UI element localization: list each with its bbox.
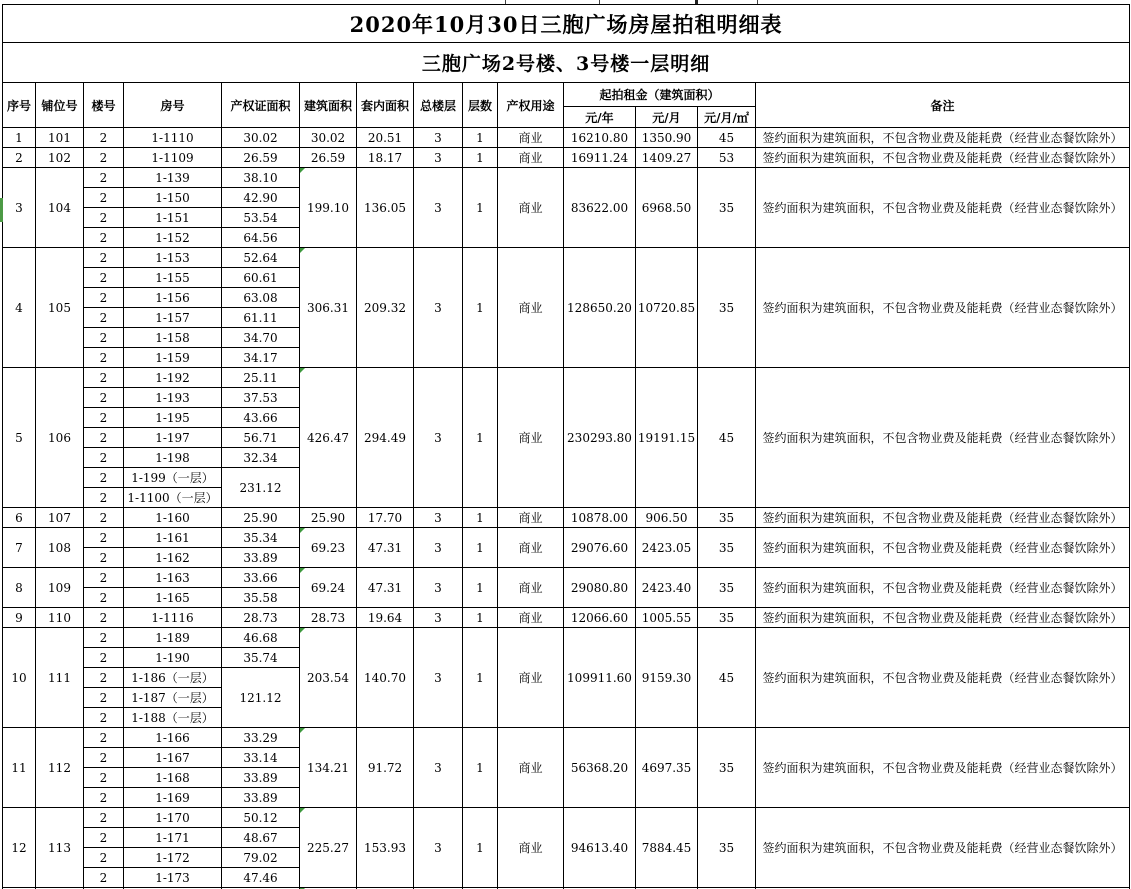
total-floors-cell[interactable]: 3 <box>414 728 463 808</box>
usage-cell[interactable]: 商业 <box>498 628 564 728</box>
room-number-cell[interactable]: 1-169 <box>124 788 222 808</box>
floors-cell[interactable]: 1 <box>463 508 498 528</box>
inner-area-cell[interactable]: 209.32 <box>357 248 414 368</box>
cert-area-cell[interactable]: 33.14 <box>222 748 300 768</box>
building-number-cell[interactable]: 2 <box>84 348 124 368</box>
remark-cell[interactable]: 签约面积为建筑面积，不包含物业费及能耗费（经营业态餐饮除外） <box>756 568 1130 608</box>
rent-per-month-sqm-cell[interactable]: 45 <box>698 368 756 508</box>
remark-cell[interactable]: 签约面积为建筑面积，不包含物业费及能耗费（经营业态餐饮除外） <box>756 148 1130 168</box>
usage-cell[interactable]: 商业 <box>498 728 564 808</box>
seq-cell[interactable]: 1 <box>3 128 36 148</box>
col-header-shop[interactable]: 铺位号 <box>36 83 84 128</box>
table-row <box>3 368 1130 388</box>
rent-per-month-sqm-cell[interactable]: 35 <box>698 568 756 608</box>
usage-cell[interactable]: 商业 <box>498 368 564 508</box>
row-selection-mark <box>0 198 3 222</box>
seq-cell[interactable]: 6 <box>3 508 36 528</box>
remark-cell[interactable]: 签约面积为建筑面积，不包含物业费及能耗费（经营业态餐饮除外） <box>756 528 1130 568</box>
floors-cell[interactable]: 1 <box>463 168 498 248</box>
rent-per-month-cell[interactable]: 1350.90 <box>636 128 698 148</box>
cert-area-cell[interactable]: 56.71 <box>222 428 300 448</box>
building-number-cell[interactable]: 2 <box>84 308 124 328</box>
shop-number-cell[interactable]: 113 <box>36 808 84 888</box>
table-row <box>3 728 1130 748</box>
rent-per-month-sqm-cell[interactable]: 35 <box>698 168 756 248</box>
rent-per-year-cell[interactable]: 94613.40 <box>564 808 636 888</box>
building-number-cell[interactable]: 2 <box>84 248 124 268</box>
room-number-cell[interactable]: 1-187（一层） <box>124 688 222 708</box>
floors-cell[interactable]: 1 <box>463 808 498 888</box>
col-header-rent-month[interactable]: 元/月 <box>636 107 698 128</box>
build-area-cell[interactable]: 203.54 <box>300 628 357 728</box>
shop-number-cell[interactable]: 110 <box>36 608 84 628</box>
building-number-cell[interactable]: 2 <box>84 468 124 488</box>
room-number-cell[interactable]: 1-192 <box>124 368 222 388</box>
rent-per-month-sqm-cell[interactable]: 53 <box>698 148 756 168</box>
usage-cell[interactable]: 商业 <box>498 568 564 608</box>
seq-cell[interactable]: 3 <box>3 168 36 248</box>
shop-number-cell[interactable]: 102 <box>36 148 84 168</box>
build-area-cell[interactable]: 199.10 <box>300 168 357 248</box>
remark-cell[interactable]: 签约面积为建筑面积，不包含物业费及能耗费（经营业态餐饮除外） <box>756 248 1130 368</box>
cert-area-cell[interactable]: 60.61 <box>222 268 300 288</box>
shop-number-cell[interactable]: 107 <box>36 508 84 528</box>
cert-area-cell[interactable]: 42.90 <box>222 188 300 208</box>
remark-cell[interactable]: 签约面积为建筑面积，不包含物业费及能耗费（经营业态餐饮除外） <box>756 368 1130 508</box>
cert-area-cell[interactable]: 35.34 <box>222 528 300 548</box>
cert-area-cell[interactable]: 33.89 <box>222 768 300 788</box>
rent-per-month-sqm-cell[interactable]: 35 <box>698 728 756 808</box>
room-number-cell[interactable]: 1-195 <box>124 408 222 428</box>
total-floors-cell[interactable]: 3 <box>414 608 463 628</box>
col-header-remark[interactable]: 备注 <box>756 83 1130 128</box>
remark-cell[interactable]: 签约面积为建筑面积，不包含物业费及能耗费（经营业态餐饮除外） <box>756 628 1130 728</box>
building-number-cell[interactable]: 2 <box>84 688 124 708</box>
room-number-cell[interactable]: 1-171 <box>124 828 222 848</box>
room-number-cell[interactable]: 1-156 <box>124 288 222 308</box>
room-number-cell[interactable]: 1-1109 <box>124 148 222 168</box>
col-header-build-area[interactable]: 建筑面积 <box>300 83 357 128</box>
total-floors-cell[interactable]: 3 <box>414 128 463 148</box>
floors-cell[interactable]: 1 <box>463 628 498 728</box>
cert-area-cell[interactable]: 52.64 <box>222 248 300 268</box>
rent-per-month-cell[interactable]: 7884.45 <box>636 808 698 888</box>
rent-per-month-sqm-cell[interactable]: 35 <box>698 608 756 628</box>
table-row <box>3 568 1130 588</box>
room-number-cell[interactable]: 1-159 <box>124 348 222 368</box>
floors-cell[interactable]: 1 <box>463 148 498 168</box>
room-number-cell[interactable]: 1-152 <box>124 228 222 248</box>
col-header-total-floors[interactable]: 总楼层 <box>414 83 463 128</box>
cert-area-cell[interactable]: 25.11 <box>222 368 300 388</box>
rent-per-month-cell[interactable]: 1005.55 <box>636 608 698 628</box>
total-floors-cell[interactable]: 3 <box>414 568 463 608</box>
floors-cell[interactable]: 1 <box>463 608 498 628</box>
cert-area-cell[interactable]: 61.11 <box>222 308 300 328</box>
seq-cell[interactable]: 11 <box>3 728 36 808</box>
subtitle-row <box>3 43 1130 83</box>
seq-cell[interactable]: 4 <box>3 248 36 368</box>
building-number-cell[interactable]: 2 <box>84 168 124 188</box>
rent-per-year-cell[interactable]: 230293.80 <box>564 368 636 508</box>
total-floors-cell[interactable]: 3 <box>414 508 463 528</box>
room-number-cell[interactable]: 1-198 <box>124 448 222 468</box>
cert-area-cell[interactable]: 35.58 <box>222 588 300 608</box>
inner-area-cell[interactable]: 20.51 <box>357 128 414 148</box>
cert-area-cell[interactable]: 34.70 <box>222 328 300 348</box>
cert-area-cell[interactable]: 121.12 <box>222 668 300 728</box>
room-number-cell[interactable]: 1-189 <box>124 628 222 648</box>
room-number-cell[interactable]: 1-1110 <box>124 128 222 148</box>
room-number-cell[interactable]: 1-151 <box>124 208 222 228</box>
seq-cell[interactable]: 10 <box>3 628 36 728</box>
cert-area-cell[interactable]: 25.90 <box>222 508 300 528</box>
building-number-cell[interactable]: 2 <box>84 848 124 868</box>
col-header-seq[interactable]: 序号 <box>3 83 36 128</box>
cert-area-cell[interactable]: 30.02 <box>222 128 300 148</box>
floors-cell[interactable]: 1 <box>463 368 498 508</box>
table-row <box>3 628 1130 648</box>
building-number-cell[interactable]: 2 <box>84 628 124 648</box>
building-number-cell[interactable]: 2 <box>84 728 124 748</box>
remark-cell[interactable]: 签约面积为建筑面积，不包含物业费及能耗费（经营业态餐饮除外） <box>756 168 1130 248</box>
build-area-cell[interactable]: 134.21 <box>300 728 357 808</box>
cert-area-cell[interactable]: 33.89 <box>222 548 300 568</box>
rent-per-month-cell[interactable]: 2423.05 <box>636 528 698 568</box>
build-area-cell[interactable]: 30.02 <box>300 128 357 148</box>
room-number-cell[interactable]: 1-186（一层） <box>124 668 222 688</box>
cert-area-cell[interactable]: 26.59 <box>222 148 300 168</box>
inner-area-cell[interactable]: 153.93 <box>357 808 414 888</box>
cert-area-cell[interactable]: 231.12 <box>222 468 300 508</box>
total-floors-cell[interactable]: 3 <box>414 368 463 508</box>
floors-cell[interactable]: 1 <box>463 528 498 568</box>
room-number-cell[interactable]: 1-188（一层） <box>124 708 222 728</box>
usage-cell[interactable]: 商业 <box>498 128 564 148</box>
building-number-cell[interactable]: 2 <box>84 228 124 248</box>
rent-per-month-cell[interactable]: 4697.35 <box>636 728 698 808</box>
inner-area-cell[interactable]: 19.64 <box>357 608 414 628</box>
cert-area-cell[interactable]: 34.17 <box>222 348 300 368</box>
building-number-cell[interactable]: 2 <box>84 368 124 388</box>
room-number-cell[interactable]: 1-139 <box>124 168 222 188</box>
cert-area-cell[interactable]: 53.54 <box>222 208 300 228</box>
building-number-cell[interactable]: 2 <box>84 828 124 848</box>
header-row-1 <box>3 83 1130 107</box>
building-number-cell[interactable]: 2 <box>84 508 124 528</box>
room-number-cell[interactable]: 1-193 <box>124 388 222 408</box>
usage-cell[interactable]: 商业 <box>498 608 564 628</box>
room-number-cell[interactable]: 1-1100（一层） <box>124 488 222 508</box>
shop-number-cell[interactable]: 111 <box>36 628 84 728</box>
rent-per-month-cell[interactable]: 19191.15 <box>636 368 698 508</box>
building-number-cell[interactable]: 2 <box>84 788 124 808</box>
building-number-cell[interactable]: 2 <box>84 548 124 568</box>
cert-area-cell[interactable]: 32.34 <box>222 448 300 468</box>
build-area-cell[interactable]: 25.90 <box>300 508 357 528</box>
shop-number-cell[interactable]: 106 <box>36 368 84 508</box>
building-number-cell[interactable]: 2 <box>84 188 124 208</box>
room-number-cell[interactable]: 1-173 <box>124 868 222 888</box>
remark-cell[interactable]: 签约面积为建筑面积，不包含物业费及能耗费（经营业态餐饮除外） <box>756 508 1130 528</box>
remark-cell[interactable]: 签约面积为建筑面积，不包含物业费及能耗费（经营业态餐饮除外） <box>756 728 1130 808</box>
shop-number-cell[interactable]: 108 <box>36 528 84 568</box>
cert-area-cell[interactable]: 64.56 <box>222 228 300 248</box>
room-number-cell[interactable]: 1-155 <box>124 268 222 288</box>
building-number-cell[interactable]: 2 <box>84 288 124 308</box>
seq-cell[interactable]: 7 <box>3 528 36 568</box>
build-area-cell[interactable]: 69.24 <box>300 568 357 608</box>
total-floors-cell[interactable]: 3 <box>414 808 463 888</box>
building-number-cell[interactable]: 2 <box>84 148 124 168</box>
inner-area-cell[interactable]: 140.70 <box>357 628 414 728</box>
room-number-cell[interactable]: 1-190 <box>124 648 222 668</box>
room-number-cell[interactable]: 1-161 <box>124 528 222 548</box>
build-area-cell[interactable]: 28.73 <box>300 608 357 628</box>
floors-cell[interactable]: 1 <box>463 728 498 808</box>
inner-area-cell[interactable]: 294.49 <box>357 368 414 508</box>
col-header-building[interactable]: 楼号 <box>84 83 124 128</box>
room-number-cell[interactable]: 1-199（一层） <box>124 468 222 488</box>
room-number-cell[interactable]: 1-150 <box>124 188 222 208</box>
inner-area-cell[interactable]: 17.70 <box>357 508 414 528</box>
usage-cell[interactable]: 商业 <box>498 808 564 888</box>
seq-cell[interactable]: 9 <box>3 608 36 628</box>
cert-area-cell[interactable]: 33.89 <box>222 788 300 808</box>
rent-per-year-cell[interactable]: 29080.80 <box>564 568 636 608</box>
floors-cell[interactable]: 1 <box>463 568 498 608</box>
rent-per-month-sqm-cell[interactable]: 35 <box>698 808 756 888</box>
table-body <box>3 128 1130 889</box>
rent-per-month-sqm-cell[interactable]: 45 <box>698 128 756 148</box>
shop-number-cell[interactable]: 101 <box>36 128 84 148</box>
rent-per-year-cell[interactable]: 109911.60 <box>564 628 636 728</box>
cert-area-cell[interactable]: 48.67 <box>222 828 300 848</box>
inner-area-cell[interactable]: 47.31 <box>357 568 414 608</box>
rent-per-year-cell[interactable]: 83622.00 <box>564 168 636 248</box>
table-row <box>3 148 1130 168</box>
col-header-floors[interactable]: 层数 <box>463 83 498 128</box>
room-number-cell[interactable]: 1-172 <box>124 848 222 868</box>
room-number-cell[interactable]: 1-167 <box>124 748 222 768</box>
col-header-inner-area[interactable]: 套内面积 <box>357 83 414 128</box>
building-number-cell[interactable]: 2 <box>84 868 124 888</box>
cert-area-cell[interactable]: 33.29 <box>222 728 300 748</box>
room-number-cell[interactable]: 1-153 <box>124 248 222 268</box>
building-number-cell[interactable]: 2 <box>84 708 124 728</box>
cert-area-cell[interactable]: 63.08 <box>222 288 300 308</box>
remark-cell[interactable]: 签约面积为建筑面积，不包含物业费及能耗费（经营业态餐饮除外） <box>756 128 1130 148</box>
col-header-room[interactable]: 房号 <box>124 83 222 128</box>
cert-area-cell[interactable]: 33.66 <box>222 568 300 588</box>
building-number-cell[interactable]: 2 <box>84 768 124 788</box>
table-row <box>3 808 1130 828</box>
rent-per-year-cell[interactable]: 16210.80 <box>564 128 636 148</box>
building-number-cell[interactable]: 2 <box>84 328 124 348</box>
rent-per-month-sqm-cell[interactable]: 35 <box>698 528 756 568</box>
table-row <box>3 508 1130 528</box>
usage-cell[interactable]: 商业 <box>498 508 564 528</box>
room-number-cell[interactable]: 1-1116 <box>124 608 222 628</box>
title-row <box>3 5 1130 43</box>
rent-per-month-cell[interactable]: 2423.40 <box>636 568 698 608</box>
rent-per-year-cell[interactable]: 16911.24 <box>564 148 636 168</box>
room-number-cell[interactable]: 1-168 <box>124 768 222 788</box>
page-subtitle[interactable]: 三胞广场2号楼、3号楼一层明细 <box>3 43 1130 83</box>
building-number-cell[interactable]: 2 <box>84 408 124 428</box>
inner-area-cell[interactable]: 18.17 <box>357 148 414 168</box>
col-header-rent-group[interactable]: 起拍租金（建筑面积） <box>564 83 756 107</box>
building-number-cell[interactable]: 2 <box>84 208 124 228</box>
total-floors-cell[interactable]: 3 <box>414 528 463 568</box>
room-number-cell[interactable]: 1-163 <box>124 568 222 588</box>
remark-cell[interactable]: 签约面积为建筑面积，不包含物业费及能耗费（经营业态餐饮除外） <box>756 608 1130 628</box>
total-floors-cell[interactable]: 3 <box>414 628 463 728</box>
building-number-cell[interactable]: 2 <box>84 648 124 668</box>
seq-cell[interactable]: 2 <box>3 148 36 168</box>
inner-area-cell[interactable]: 91.72 <box>357 728 414 808</box>
page-title[interactable]: 2020年10月30日三胞广场房屋拍租明细表 <box>3 5 1130 43</box>
total-floors-cell[interactable]: 3 <box>414 248 463 368</box>
seq-cell[interactable]: 12 <box>3 808 36 888</box>
table-row <box>3 168 1130 188</box>
building-number-cell[interactable]: 2 <box>84 588 124 608</box>
floors-cell[interactable]: 1 <box>463 128 498 148</box>
inner-area-cell[interactable]: 47.31 <box>357 528 414 568</box>
rent-per-year-cell[interactable]: 10878.00 <box>564 508 636 528</box>
seq-cell[interactable]: 8 <box>3 568 36 608</box>
building-number-cell[interactable]: 2 <box>84 568 124 588</box>
table-row <box>3 248 1130 268</box>
rent-per-month-cell[interactable]: 906.50 <box>636 508 698 528</box>
building-number-cell[interactable]: 2 <box>84 748 124 768</box>
cert-area-cell[interactable]: 46.68 <box>222 628 300 648</box>
build-area-cell[interactable]: 426.47 <box>300 368 357 508</box>
table-row <box>3 608 1130 628</box>
building-number-cell[interactable]: 2 <box>84 448 124 468</box>
cert-area-cell[interactable]: 79.02 <box>222 848 300 868</box>
table-row <box>3 128 1130 148</box>
cert-area-cell[interactable]: 37.53 <box>222 388 300 408</box>
cert-area-cell[interactable]: 38.10 <box>222 168 300 188</box>
building-number-cell[interactable]: 2 <box>84 128 124 148</box>
rent-per-month-cell[interactable]: 10720.85 <box>636 248 698 368</box>
rent-per-month-sqm-cell[interactable]: 45 <box>698 628 756 728</box>
cert-area-cell[interactable]: 50.12 <box>222 808 300 828</box>
col-header-usage[interactable]: 产权用途 <box>498 83 564 128</box>
room-number-cell[interactable]: 1-170 <box>124 808 222 828</box>
col-header-cert-area[interactable]: 产权证面积 <box>222 83 300 128</box>
rent-per-month-cell[interactable]: 1409.27 <box>636 148 698 168</box>
rent-per-month-cell[interactable]: 9159.30 <box>636 628 698 728</box>
col-header-rent-month-sqm[interactable]: 元/月/㎡ <box>698 107 756 128</box>
total-floors-cell[interactable]: 3 <box>414 168 463 248</box>
usage-cell[interactable]: 商业 <box>498 148 564 168</box>
room-number-cell[interactable]: 1-165 <box>124 588 222 608</box>
table-row <box>3 528 1130 548</box>
shop-number-cell[interactable]: 112 <box>36 728 84 808</box>
shop-number-cell[interactable]: 105 <box>36 248 84 368</box>
build-area-cell[interactable]: 306.31 <box>300 248 357 368</box>
room-number-cell[interactable]: 1-166 <box>124 728 222 748</box>
room-number-cell[interactable]: 1-158 <box>124 328 222 348</box>
building-number-cell[interactable]: 2 <box>84 388 124 408</box>
usage-cell[interactable]: 商业 <box>498 248 564 368</box>
cert-area-cell[interactable]: 35.74 <box>222 648 300 668</box>
shop-number-cell[interactable]: 104 <box>36 168 84 248</box>
cert-area-cell[interactable]: 28.73 <box>222 608 300 628</box>
rent-per-month-cell[interactable]: 6968.50 <box>636 168 698 248</box>
rent-per-year-cell[interactable]: 12066.60 <box>564 608 636 628</box>
rent-per-month-sqm-cell[interactable]: 35 <box>698 248 756 368</box>
rental-table <box>2 4 1130 889</box>
cert-area-cell[interactable]: 43.66 <box>222 408 300 428</box>
col-header-rent-year[interactable]: 元/年 <box>564 107 636 128</box>
inner-area-cell[interactable]: 136.05 <box>357 168 414 248</box>
building-number-cell[interactable]: 2 <box>84 668 124 688</box>
building-number-cell[interactable]: 2 <box>84 268 124 288</box>
cert-area-cell[interactable]: 47.46 <box>222 868 300 888</box>
building-number-cell[interactable]: 2 <box>84 488 124 508</box>
building-number-cell[interactable]: 2 <box>84 608 124 628</box>
usage-cell[interactable]: 商业 <box>498 168 564 248</box>
rent-per-year-cell[interactable]: 128650.20 <box>564 248 636 368</box>
build-area-cell[interactable]: 69.23 <box>300 528 357 568</box>
remark-cell[interactable]: 签约面积为建筑面积，不包含物业费及能耗费（经营业态餐饮除外） <box>756 808 1130 888</box>
room-number-cell[interactable]: 1-197 <box>124 428 222 448</box>
build-area-cell[interactable]: 26.59 <box>300 148 357 168</box>
room-number-cell[interactable]: 1-157 <box>124 308 222 328</box>
rent-per-month-sqm-cell[interactable]: 35 <box>698 508 756 528</box>
building-number-cell[interactable]: 2 <box>84 808 124 828</box>
total-floors-cell[interactable]: 3 <box>414 148 463 168</box>
room-number-cell[interactable]: 1-160 <box>124 508 222 528</box>
building-number-cell[interactable]: 2 <box>84 428 124 448</box>
seq-cell[interactable]: 5 <box>3 368 36 508</box>
usage-cell[interactable]: 商业 <box>498 528 564 568</box>
room-number-cell[interactable]: 1-162 <box>124 548 222 568</box>
rent-per-year-cell[interactable]: 56368.20 <box>564 728 636 808</box>
build-area-cell[interactable]: 225.27 <box>300 808 357 888</box>
shop-number-cell[interactable]: 109 <box>36 568 84 608</box>
building-number-cell[interactable]: 2 <box>84 528 124 548</box>
floors-cell[interactable]: 1 <box>463 248 498 368</box>
rent-per-year-cell[interactable]: 29076.60 <box>564 528 636 568</box>
